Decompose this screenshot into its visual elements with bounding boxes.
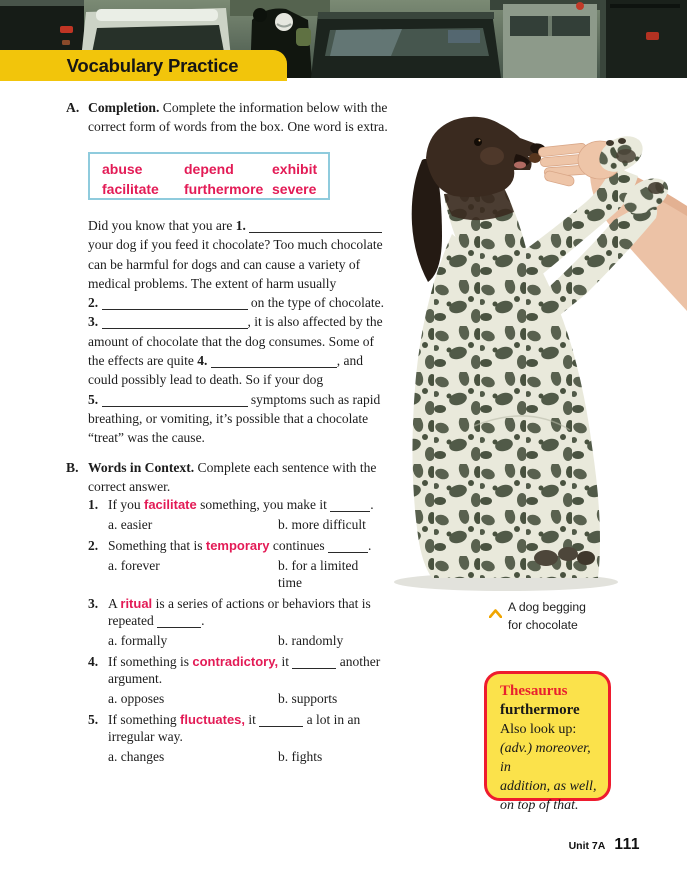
- blank-line: [249, 222, 382, 233]
- blank-line: [292, 658, 336, 669]
- blank-number: 4.: [197, 353, 211, 369]
- paragraph-line: 3. , it is also affected by the: [88, 314, 383, 330]
- question-item: [88, 653, 380, 707]
- word-box: [88, 152, 330, 200]
- section-b-title: Words in Context.: [88, 460, 195, 475]
- unit-label: Unit 7A: [568, 840, 606, 852]
- paragraph-line: Did you know that you are 1.: [88, 216, 390, 235]
- word-box-word: exhibit: [272, 161, 318, 177]
- vocab-word: fluctuates,: [180, 712, 246, 727]
- page-title: Vocabulary Practice: [66, 54, 239, 76]
- option-a: a. changes: [108, 749, 165, 764]
- dog-photo: [388, 96, 687, 602]
- word-box-word: severe: [272, 180, 317, 197]
- vocab-word: facilitate: [144, 497, 197, 512]
- thesaurus-title: Thesaurus: [500, 683, 568, 699]
- question-number: 4.: [88, 654, 99, 669]
- completion-paragraph: [88, 216, 390, 448]
- question-line: If you facilitate something, you make it .: [108, 497, 374, 512]
- blank-line: [102, 299, 248, 310]
- vocab-word: ritual: [120, 596, 153, 611]
- blank-number: 1.: [235, 218, 250, 233]
- word-box-word: depend: [184, 161, 234, 177]
- options-row: [108, 690, 380, 707]
- paragraph-line: amount of chocolate that the dog consumes. Some of: [88, 333, 375, 349]
- question-item: [88, 595, 380, 649]
- section-b-label: B.: [66, 460, 79, 475]
- blank-line: [157, 617, 201, 628]
- paragraph-line: the effects are quite 4. , and: [88, 353, 363, 369]
- question-line: Something that is temporary continues .: [108, 538, 372, 553]
- options-row: [108, 516, 380, 533]
- question-number: 1.: [88, 497, 99, 512]
- question-line: A ritual is a series of actions or behaviors that is: [108, 596, 371, 611]
- options-row: [108, 748, 380, 765]
- option-b: b. fights: [278, 749, 323, 764]
- blank-line: [102, 396, 248, 407]
- paragraph-line: “treat” was the cause.: [88, 430, 205, 446]
- page-banner: [0, 50, 287, 81]
- thesaurus-word: furthermore: [500, 702, 580, 718]
- question-line: If something fluctuates, it a lot in an: [108, 712, 361, 727]
- word-box-word: facilitate: [102, 180, 159, 197]
- paragraph-line: medical problems. The extent of harm usually: [88, 275, 337, 291]
- section-a-instructions: Complete the information below with the correct form of words from the box. One word is extra.: [88, 100, 388, 134]
- option-b: b. randomly: [278, 633, 344, 648]
- question-line: argument.: [108, 671, 163, 686]
- photo-caption: [508, 599, 628, 634]
- question-item: [88, 537, 380, 591]
- paragraph-line: 2. on the type of chocolate.: [88, 295, 384, 311]
- blank-number: 5.: [88, 391, 102, 407]
- option-a: a. easier: [108, 517, 153, 532]
- blank-line: [102, 318, 248, 329]
- page-number: 111: [614, 836, 640, 853]
- question-item: [88, 711, 380, 765]
- question-number: 3.: [88, 596, 99, 611]
- option-b: b. for a limited time: [278, 558, 359, 590]
- question-number: 2.: [88, 538, 99, 553]
- paragraph-line: breathing, or vomiting, it’s possible that a chocolate: [88, 410, 369, 426]
- section-a-heading: [66, 99, 398, 136]
- question-line: repeated .: [108, 613, 205, 628]
- thesaurus-entry-line: on top of that.: [500, 798, 579, 813]
- paragraph-line: 5. symptoms such as rapid: [88, 391, 381, 407]
- photo-caption-line2: for chocolate: [508, 617, 578, 632]
- blank-line: [259, 716, 303, 727]
- option-a: a. forever: [108, 558, 160, 573]
- options-row: [108, 632, 380, 649]
- blank-line: [328, 542, 368, 553]
- option-b: b. more difficult: [278, 517, 366, 532]
- question-item: [88, 496, 380, 533]
- question-line: If something is contradictory, it another: [108, 654, 381, 669]
- thesaurus-entry: [500, 739, 602, 815]
- option-b: b. supports: [278, 691, 338, 706]
- vocab-word: temporary: [205, 538, 270, 553]
- thesaurus-lookup-label: Also look up:: [500, 722, 577, 737]
- option-a: a. opposes: [108, 691, 165, 706]
- blank-number: 3.: [88, 314, 102, 330]
- caption-caret-icon: [489, 605, 502, 623]
- vocab-word: contradictory,: [192, 654, 279, 669]
- blank-number: 2.: [88, 295, 102, 311]
- section-a-label: A.: [66, 100, 80, 115]
- dog-photo-art: [388, 96, 687, 602]
- question-number: 5.: [88, 712, 99, 727]
- photo-caption-line1: A dog begging: [508, 600, 586, 614]
- questions-list: [88, 496, 380, 769]
- blank-line: [211, 357, 337, 368]
- word-box-word: abuse: [102, 161, 143, 177]
- thesaurus-entry-line: (adv.) moreover, in: [500, 741, 591, 775]
- page-footer: [540, 836, 640, 854]
- option-a: a. formally: [108, 633, 168, 648]
- blank-line: [330, 501, 370, 512]
- section-b-instructions: Complete each sentence with the correct answer.: [88, 460, 377, 494]
- thesaurus-entry-line: addition, as well,: [500, 779, 597, 794]
- paragraph-line: your dog if you feed it chocolate? Too much chocolate: [88, 237, 383, 253]
- question-line: irregular way.: [108, 729, 183, 744]
- paragraph-line: can be harmful for dogs and can cause a variety of: [88, 256, 361, 272]
- thesaurus-box: [484, 671, 611, 813]
- section-b-heading: [66, 459, 398, 496]
- word-box-word: furthermore: [184, 180, 264, 197]
- paragraph-line: could possibly lead to death. So if your dog: [88, 372, 324, 388]
- section-a-title: Completion.: [88, 100, 160, 115]
- options-row: [108, 557, 380, 591]
